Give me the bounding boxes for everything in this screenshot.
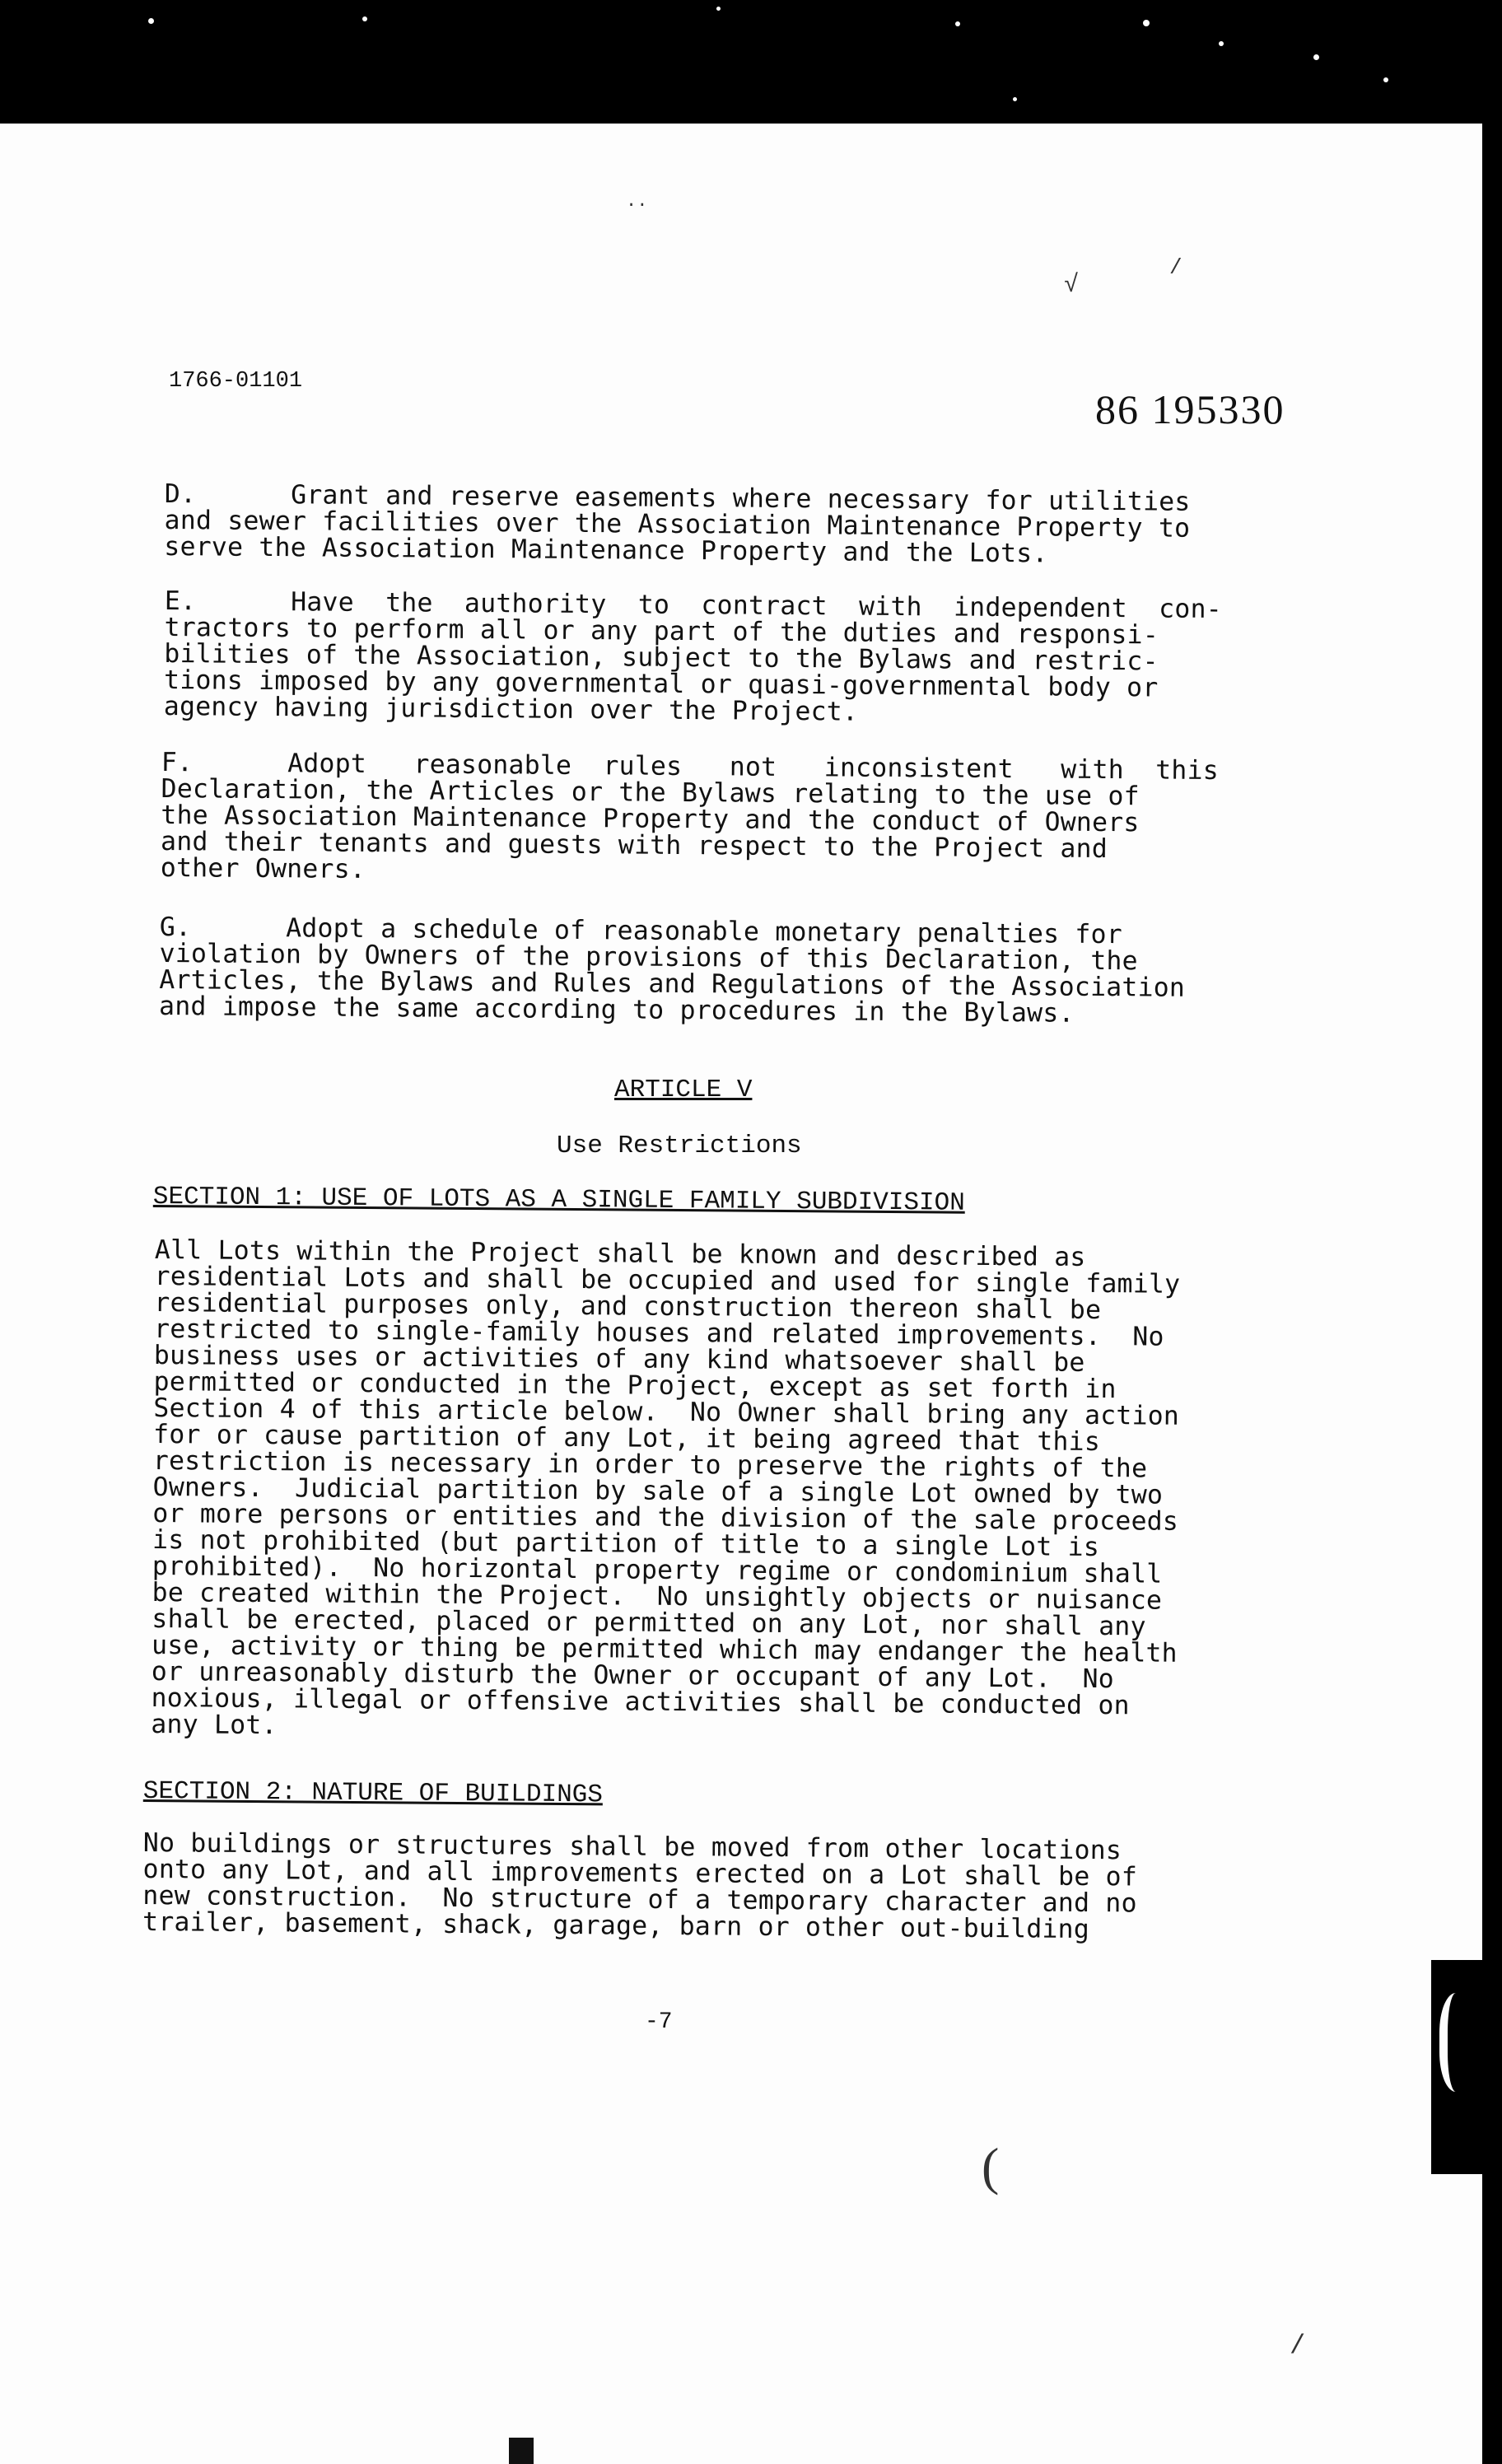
scan-speck [1383,77,1388,82]
article-subtitle: Use Restrictions [557,1132,802,1160]
recording-number: 86 195330 [1095,386,1285,432]
scan-speck [362,16,367,21]
scan-speck [955,21,960,26]
page-number: -7 [645,2009,673,2035]
article-title: ARTICLE V [614,1076,753,1104]
paragraph-f: F. Adopt reasonable rules not inconsistent with this Declaration, the Articles or the Bylaws relating to the use of the Association Maintenance Property and the conduct of Owners and their tenants and guests with respect to the Project and other Owners. [160,748,1220,884]
scan-speck [148,18,154,24]
section-2-heading: SECTION 2: NATURE OF BUILDINGS [142,1777,604,1810]
scan-border-top [0,0,1502,124]
scan-speck [1219,41,1224,46]
paragraph-g: G. Adopt a schedule of reasonable monetary penalties for violation by Owners of the provisions of this Declaration, the Articles, the Bylaws and Rules and Regulations of the Association and impose the same according to procedures in the Bylaws. [158,912,1186,1029]
binder-clip-shadow [1431,1960,1502,2174]
paragraph-d: D. Grant and reserve easements where necessary for utilities and sewer facilities over the Association Maintenance Property to serve the Association Maintenance Property and the Lots. [164,479,1191,569]
section-1-heading: SECTION 1: USE OF LOTS AS A SINGLE FAMILY SUBDIVISION [152,1183,965,1218]
stray-mark: √ [1064,272,1080,300]
scan-speck [1313,54,1319,60]
stray-mark: / [1290,2331,1306,2361]
scan-edge-mark [509,2438,534,2464]
stray-mark: / [1169,255,1182,280]
scan-speck [1143,20,1150,26]
paragraph-e: E. Have the authority to contract with independent con- tractors to perform all or any part of the duties and responsi- bilities of the Association, subject to the Bylaws and restric- tions imposed by any governmental or quasi-governmental body or agency having jurisdiction over the Project. [163,586,1223,727]
section-1-body: All Lots within the Project shall be known and described as residential Lots and shall be occupied and used for single family residential purposes only, and construction thereon shall be restricted to single-family houses and related improvements. No business uses or activities of any kind whatsoever shall be permitted or conducted in the Project, except as set forth in Section 4 of this article below. No Owner shall bring any action for or cause partition of any Lot, it being agreed that this restriction is necessary in order to preserve the rights of the Owners. Judicial partition by sale of a single Lot owned by two or more persons or entities and the division of the sale proceeds is not prohibited (but partition of title to a single Lot is prohibited). No horizontal property regime or condominium shall be created within the Project. No unsightly objects or nuisance shall be erected, placed or permitted on any Lot, nor shall any use, activity or thing be permitted which may endanger the health or unreasonably disturb the Owner or occupant of any Lot. No noxious, illegal or offensive activities shall be conducted on any Lot. [151,1235,1181,1741]
stray-mark: .. [626,191,648,212]
stray-mark: ( [982,2137,1000,2196]
section-2-body: No buildings or structures shall be moved from other locations onto any Lot, and all improvements erected on a Lot shall be of new construction. No structure of a temporary character and no trailer, basement, shack, garage, barn or other out-building [142,1828,1138,1945]
scan-speck [1013,97,1017,101]
document-number: 1766-01101 [169,369,303,394]
scan-speck [716,7,721,11]
